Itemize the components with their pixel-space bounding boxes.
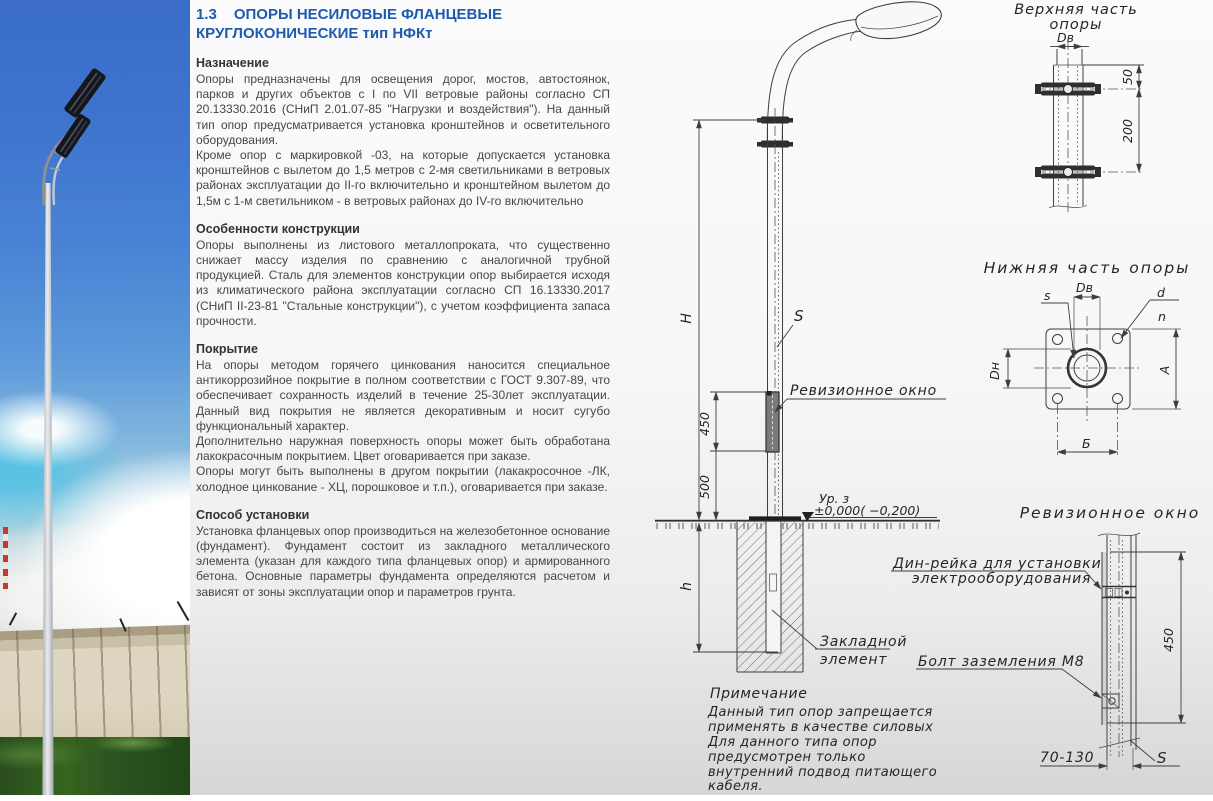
note-line: Данный тип опор запрещается [708, 705, 933, 720]
ground-bolt-label: Болт заземления М8 [918, 654, 1085, 670]
grass [0, 737, 190, 795]
heading-pokrytie: Покрытие [196, 342, 258, 357]
main-elevation-drawing [655, 2, 946, 794]
pole-photo [0, 0, 190, 795]
paragraph: Опоры предназначены для освещения дорог, мостов, автостоянок, парков и других объектов с I по VII ветровые районы согласно СП 20.13330.2016 (СНиП 2.01.07-85 "Нагрузки и воздействия"). На данный тип опор предусматривается установка кронштейнов и осветительного оборудования. [196, 72, 610, 147]
dim-450-window: 450 [1161, 628, 1176, 652]
hole-diameter-label: d [1157, 285, 1165, 300]
dim-500: 500 [697, 475, 712, 499]
technical-drawings [610, 0, 1213, 801]
dim-450: 450 [697, 412, 712, 436]
paragraph: Кроме опор с маркировкой -03, на которые допускается установка кронштейнов с вылетом до 1,5 метров с 2-мя светильниками в ветровых районах эксплуатации до II-го включительно и кронштейном вылетом до 1,5м с 1-м светильником - в ветровых районах до IV-го включительно [196, 148, 610, 208]
title-line2: КРУГЛОКОНИЧЕСКИЕ тип НФКт [196, 25, 433, 42]
level-value: ±0,000( −0,200) [814, 503, 921, 518]
revision-window-label: Ревизионное окно [790, 383, 937, 399]
paragraph: На опоры методом горячего цинкования наносится специальное антикоррозийное покрытие в полном соответствии с ГОСТ 9.307-89, что обеспечивает сохранность изделий в течение 25-30лет эксплуатации. Данный вид покрытия не является декоративным и носит сугубо функциональный характер. [196, 358, 610, 433]
drawing-note [707, 686, 937, 794]
flange-plate [1046, 329, 1130, 409]
striped-mast [3, 527, 8, 589]
dim-dn: Dн [987, 362, 1002, 380]
dim-h: h [679, 581, 695, 591]
ground-level-label: Ур. з [819, 491, 850, 506]
led-luminaire-lower [54, 113, 91, 159]
embedded-element-label2: элемент [820, 652, 888, 668]
top-detail-title: Верхняя часть [1014, 2, 1138, 18]
dim-50: 50 [1120, 69, 1135, 85]
note-line: кабеля. [708, 779, 763, 794]
dim-H: H [679, 312, 695, 324]
note-line: Для данного типа опор [708, 735, 877, 750]
wall-thickness-label: S [794, 307, 804, 325]
bottom-part-detail [984, 259, 1191, 457]
article-text [196, 5, 610, 600]
embedded-element-label: Закладной [820, 634, 908, 650]
dim-dv-top: Dв [1057, 30, 1074, 45]
foundation [737, 522, 803, 672]
dim-dv-bottom: Dв [1076, 280, 1093, 295]
bottom-detail-title: Нижняя часть опоры [983, 259, 1191, 277]
din-rail-label: Дин-рейка для установки [893, 556, 1102, 572]
dim-range: 70-130 [1040, 750, 1095, 766]
page-title [196, 5, 610, 43]
top-part-detail [1014, 2, 1144, 212]
dim-200: 200 [1120, 119, 1135, 143]
concrete-wall [0, 624, 190, 751]
top-detail-title2: опоры [1049, 17, 1103, 33]
paragraph: Установка фланцевых опор производиться на железобетонное основание (фундамент). Фундамент состоит из закладного металлического элемента (указан для каждого типа фланцевых опор) и армированного бетона. Основные параметры фундамента определяются расчетом и зависят от зоны эксплуатации опор и параметров грунта. [196, 523, 610, 599]
heading-osobennosti: Особенности конструкции [196, 221, 360, 236]
heading-naznachenie: Назначение [196, 56, 269, 70]
note-line: предусмотрен только [708, 750, 866, 765]
dim-b: Б [1082, 436, 1091, 451]
led-luminaire-upper [63, 67, 107, 118]
din-rail-label2: электрооборудования [912, 571, 1092, 587]
photo-lamp-arm [0, 0, 190, 280]
section-number: 1.3 [196, 6, 217, 23]
heading-sposob-ustanovki: Способ установки [196, 507, 310, 522]
hole-count-label: n [1158, 309, 1166, 324]
note-line: применять в качестве силовых [708, 720, 934, 735]
revision-window-detail [891, 504, 1200, 770]
paragraph: Дополнительно наружная поверхность опоры может быть обработана лакокрасочным покрытием. Цвет оговаривается при заказе. [196, 434, 610, 464]
title-line1: ОПОРЫ НЕСИЛОВЫЕ ФЛАНЦЕВЫЕ [233, 6, 503, 23]
dim-a: А [1157, 365, 1172, 375]
note-line: внутренний подвод питающего [708, 765, 938, 780]
window-detail-title: Ревизионное окно [1019, 504, 1201, 522]
clamp-assembly [1035, 166, 1144, 179]
note-title: Примечание [710, 686, 808, 702]
wall-thickness-label-s: S [1157, 749, 1167, 767]
paragraph: Опоры могут быть выполнены в другом покрытии (лакакросочное -ЛК, холодное цинкование - ХЦ, порошковое и т.п.), оговаривается при заказе. [196, 464, 610, 494]
paragraph: Опоры выполнены из листового металлопроката, что существенно снижает массу изделия по сравнению с аналогичной трубной продукцией. Сталь для элементов конструкции опор выбирается исходя из климатического района эксплуатации согласно СП 16.13330.2017 (СНиП II-23-81 "Стальные конструкции"), с учетом коэффициента запаса прочности. [196, 237, 610, 328]
thickness-label-s: s [1044, 288, 1051, 303]
